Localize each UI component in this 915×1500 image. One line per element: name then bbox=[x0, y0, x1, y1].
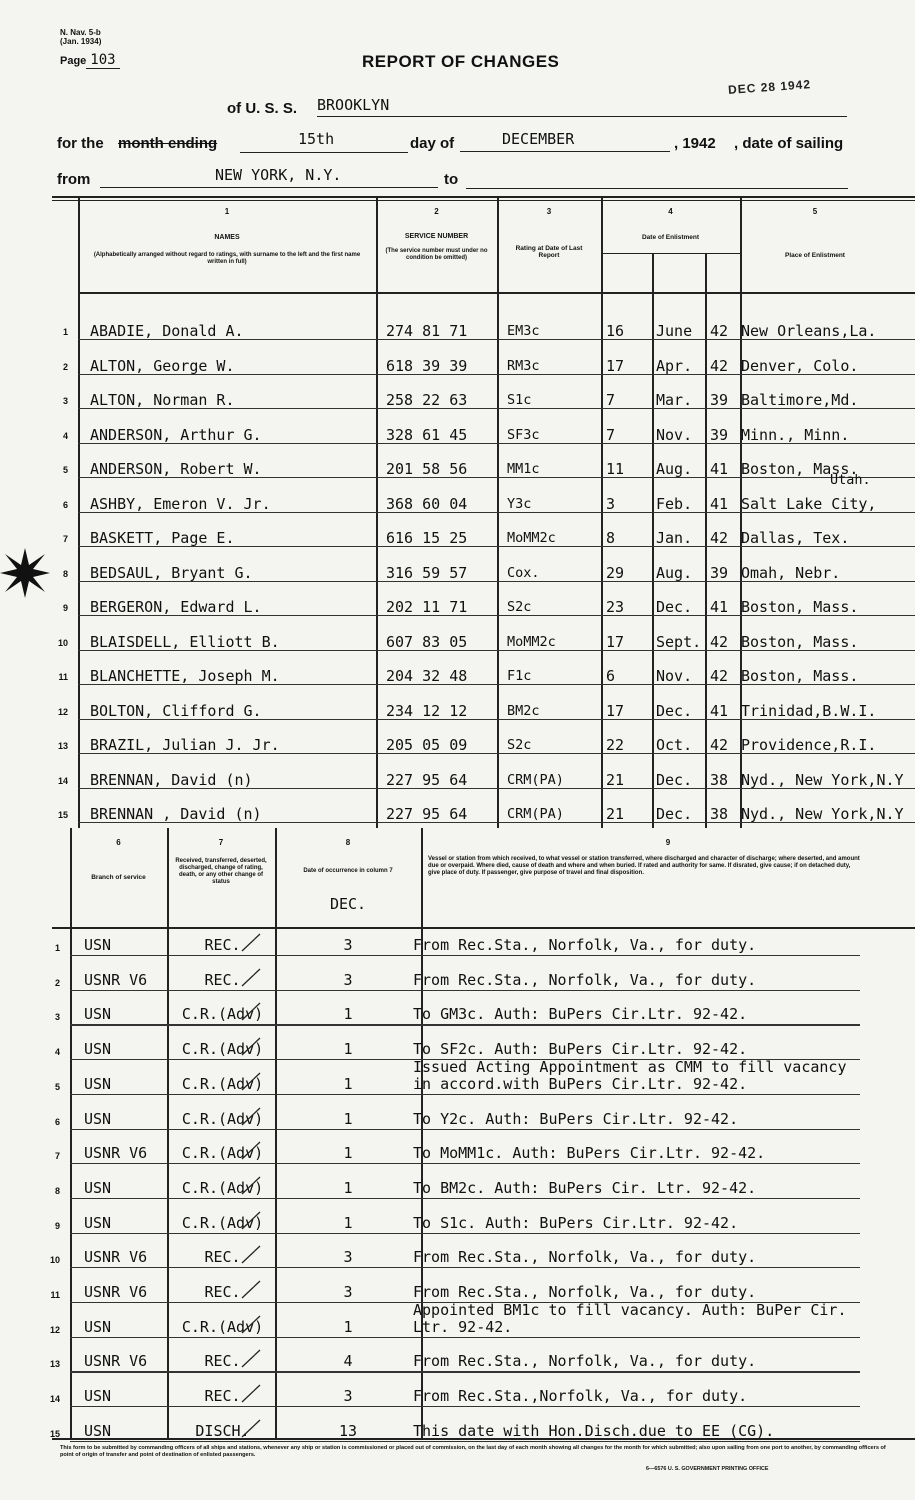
bottom-row-rule bbox=[70, 1371, 860, 1372]
bottom-row-remarks: To Y2c. Auth: BuPers Cir.Ltr. 92-42. bbox=[413, 1109, 739, 1128]
pen-check-icon bbox=[240, 1279, 262, 1301]
to-port bbox=[466, 166, 848, 189]
bottom-row-remarks: From Rec.Sta., Norfolk, Va., for duty. bbox=[413, 936, 757, 954]
bottom-row-date: 1 bbox=[343, 1040, 353, 1059]
top-row-month: Nov. bbox=[656, 667, 693, 685]
bottom-row-rule bbox=[70, 1163, 860, 1164]
top-row-place: Trinidad,B.W.I. bbox=[741, 701, 877, 720]
top-row-month: Feb. bbox=[656, 494, 693, 513]
bottom-row-n: 8 bbox=[54, 1185, 60, 1196]
bottom-row-date: 3 bbox=[343, 1248, 353, 1267]
status-change-header: Received, transferred, deserted, discharged, change of rating, death, or any other change of status bbox=[175, 858, 267, 885]
top-row-name: BEDSAUL, Bryant G. bbox=[90, 563, 253, 582]
bottom-row-date: 3 bbox=[343, 936, 353, 954]
top-row-month: Nov. bbox=[656, 425, 693, 444]
bottom-row-remarks: From Rec.Sta., Norfolk, Va., for duty. bbox=[413, 1283, 757, 1301]
bottom-row-status: C.R.(Adv) bbox=[181, 1144, 264, 1163]
bottom-row-remarks: This date with Hon.Disch.due to EE (CG). bbox=[413, 1421, 775, 1440]
top-row-month: Aug. bbox=[656, 563, 693, 582]
top-row-name: BASKETT, Page E. bbox=[90, 529, 235, 547]
top-row-year: 38 bbox=[710, 805, 729, 823]
top-row-year: 38 bbox=[710, 770, 729, 789]
bottom-row-branch: USN bbox=[84, 1178, 112, 1197]
bottom-row-rule bbox=[70, 1094, 860, 1095]
top-row-month: June bbox=[656, 322, 693, 340]
ink-burst-mark bbox=[0, 548, 50, 598]
top-row-year: 41 bbox=[710, 701, 729, 720]
bottom-row-remarks: To GM3c. Auth: BuPers Cir.Ltr. 92-42. bbox=[413, 1005, 748, 1024]
top-row-year: 39 bbox=[710, 425, 729, 444]
top-row-name: BRENNAN, David (n) bbox=[90, 770, 253, 789]
pen-check-icon bbox=[240, 1348, 262, 1370]
bottom-row-remarks-continued: in accord.with BuPers Cir.Ltr. 92-42. bbox=[413, 1074, 748, 1093]
bottom-row-branch: USNR V6 bbox=[84, 970, 148, 989]
top-row-place: Boston, Mass. bbox=[741, 598, 859, 616]
top-row-n: 2 bbox=[62, 361, 68, 372]
top-row-month: Dec. bbox=[656, 805, 693, 823]
bottom-row-status: C.R.(Adv) bbox=[181, 1213, 264, 1232]
report-day: 15th bbox=[298, 130, 335, 148]
pen-check-icon bbox=[240, 1071, 262, 1093]
top-row-place: Baltimore,Md. bbox=[741, 391, 859, 409]
received-stamp: DEC 28 1942 bbox=[727, 77, 812, 97]
ship-name: BROOKLYN bbox=[317, 96, 847, 117]
top-row-day: 29 bbox=[606, 563, 625, 582]
top-row-n: 5 bbox=[62, 465, 68, 475]
occurrence-date-header: Date of occurrence in column 7 bbox=[303, 868, 393, 874]
names-header: NAMES bbox=[214, 234, 240, 241]
top-row-rating: EM3c bbox=[507, 323, 540, 339]
to-label: to bbox=[444, 171, 459, 188]
pen-check-icon bbox=[240, 1314, 262, 1336]
bottom-row-rule bbox=[70, 1129, 860, 1130]
top-row-place: Boston, Mass. bbox=[741, 632, 859, 651]
for-label: for the bbox=[57, 135, 104, 152]
top-row-name: BRENNAN , David (n) bbox=[90, 805, 262, 823]
bottom-row-remarks: To MoMM1c. Auth: BuPers Cir.Ltr. 92-42. bbox=[413, 1144, 766, 1163]
top-row-rating: CRM(PA) bbox=[507, 806, 564, 822]
bottom-row-status: REC. bbox=[204, 1352, 241, 1371]
bottom-row-status: REC. bbox=[204, 1387, 241, 1406]
top-row-name: ALTON, George W. bbox=[90, 356, 235, 375]
bottom-row-status: C.R.(Adv) bbox=[181, 1109, 264, 1128]
top-row-rating: F1c bbox=[507, 668, 532, 684]
bottom-row-remarks-continued: Ltr. 92-42. bbox=[413, 1317, 513, 1336]
top-row-n: 15 bbox=[57, 810, 68, 820]
rating-header: Rating at Date of Last Report bbox=[515, 245, 583, 259]
top-row-service: 258 22 63 bbox=[386, 391, 468, 409]
top-row-year: 41 bbox=[710, 598, 729, 616]
top-row-service: 227 95 64 bbox=[386, 805, 468, 823]
bottom-row-branch: USNR V6 bbox=[84, 1283, 148, 1301]
service-number-header: SERVICE NUMBER bbox=[404, 233, 469, 240]
top-row-month: Mar. bbox=[656, 391, 693, 409]
top-row-n: 8 bbox=[62, 568, 68, 579]
top-row-name: ASHBY, Emeron V. Jr. bbox=[90, 494, 271, 513]
top-row-n: 3 bbox=[62, 396, 68, 406]
bottom-row-status: C.R.(Adv) bbox=[181, 1178, 264, 1197]
top-row-place: New Orleans,La. bbox=[741, 322, 877, 340]
page-number: 103 bbox=[86, 52, 119, 69]
pen-check-icon bbox=[240, 1001, 262, 1023]
top-row-day: 23 bbox=[606, 598, 625, 616]
top-row-day: 7 bbox=[606, 391, 616, 409]
month-ending-struck: month ending bbox=[118, 135, 218, 152]
top-row-place: Boston, Mass. bbox=[741, 667, 859, 685]
top-row-place: Dallas, Tex. bbox=[741, 529, 850, 547]
bottom-row-n: 2 bbox=[54, 977, 60, 988]
bottom-row-date: 3 bbox=[343, 1283, 353, 1301]
top-row-day: 17 bbox=[606, 632, 625, 651]
bottom-row-rule bbox=[70, 1267, 860, 1268]
bottom-row-remarks: To BM2c. Auth: BuPers Cir. Ltr. 92-42. bbox=[413, 1178, 757, 1197]
bottom-row-date: 13 bbox=[338, 1421, 358, 1440]
top-row-day: 3 bbox=[606, 494, 616, 513]
top-row-month: Apr. bbox=[656, 356, 693, 375]
bottom-row-date: 3 bbox=[343, 1387, 353, 1406]
top-row-service: 368 60 04 bbox=[386, 494, 468, 513]
top-row-service: 328 61 45 bbox=[386, 425, 468, 444]
top-row-day: 6 bbox=[606, 667, 616, 685]
top-row-service: 204 32 48 bbox=[386, 667, 468, 685]
top-row-n: 9 bbox=[62, 603, 68, 613]
footer-instructions: This form to be submitted by commanding officers of all ships and stations, whenever any ship or station is commissioned or placed out of commission, on the last day of each month showing all changes for the month for which submitted; also upon sailing from one port to another, by commanding officers of point of origin of transfer and point of destination of enlisted passengers. bbox=[60, 1445, 886, 1458]
top-row-month: Sept. bbox=[656, 632, 702, 651]
pen-check-icon bbox=[240, 1106, 262, 1128]
top-row-service: 234 12 12 bbox=[386, 701, 468, 720]
bottom-row-date: 1 bbox=[343, 1178, 353, 1197]
top-row-day: 17 bbox=[606, 701, 625, 720]
bottom-row-status: REC. bbox=[204, 970, 241, 989]
top-row-year: 39 bbox=[710, 563, 729, 582]
top-row-rating: S1c bbox=[507, 392, 532, 408]
top-row-n: 11 bbox=[58, 672, 68, 682]
top-row-n: 1 bbox=[62, 327, 68, 337]
top-row-n: 7 bbox=[62, 534, 68, 544]
bottom-row-branch: USN bbox=[84, 936, 112, 954]
top-row-service: 316 59 57 bbox=[386, 563, 468, 582]
bottom-row-rule bbox=[70, 1337, 860, 1338]
occurrence-month: DEC. bbox=[329, 895, 367, 913]
from-label: from bbox=[57, 171, 91, 188]
bottom-row-branch: USN bbox=[84, 1005, 112, 1024]
top-row-n: 6 bbox=[62, 499, 68, 510]
top-row-day: 21 bbox=[606, 805, 625, 823]
top-row-rating: MoMM2c bbox=[507, 633, 556, 650]
bottom-row-branch: USN bbox=[84, 1387, 112, 1406]
bottom-row-n: 3 bbox=[54, 1012, 60, 1023]
pen-check-icon bbox=[240, 1244, 262, 1266]
top-row-place: Nyd., New York,N.Y bbox=[741, 770, 904, 789]
pen-check-icon bbox=[240, 1383, 262, 1405]
top-row-n: 4 bbox=[62, 430, 68, 441]
bottom-row-date: 1 bbox=[343, 1074, 353, 1093]
pen-check-icon bbox=[240, 1140, 262, 1162]
bottom-row-status: REC. bbox=[204, 1248, 241, 1267]
top-row-year: 41 bbox=[710, 460, 729, 478]
bottom-row-date: 1 bbox=[343, 1005, 353, 1024]
top-row-place: Denver, Colo. bbox=[741, 356, 859, 375]
bottom-row-n: 11 bbox=[50, 1290, 60, 1300]
top-row-name: ABADIE, Donald A. bbox=[90, 322, 244, 340]
top-row-service: 607 83 05 bbox=[386, 632, 468, 651]
from-port: NEW YORK, N.Y. bbox=[100, 166, 438, 188]
page-title: REPORT OF CHANGES bbox=[362, 52, 560, 71]
bottom-row-n: 9 bbox=[54, 1220, 60, 1231]
top-row-rating: Y3c bbox=[507, 495, 532, 512]
bottom-row-n: 10 bbox=[49, 1255, 60, 1266]
top-row-service: 201 58 56 bbox=[386, 460, 468, 478]
bottom-row-branch: USN bbox=[84, 1109, 112, 1128]
bottom-row-status: C.R.(Adv) bbox=[181, 1005, 264, 1024]
remarks-header: Vessel or station from which received, to what vessel or station transferred, where discharged and character of discharge; where deserted, and amount due or overpaid. Where died, cause of death and where and when buried. If rated and authority for same. If disrated, give cause; if on detached duty, give place of duty. If passenger, give purpose of travel and final disposition. bbox=[428, 856, 860, 876]
top-row-day: 16 bbox=[606, 322, 625, 340]
top-row-service: 616 15 25 bbox=[386, 529, 468, 547]
pen-check-icon bbox=[240, 1418, 262, 1440]
top-row-n: 14 bbox=[57, 775, 68, 786]
bottom-row-branch: USNR V6 bbox=[84, 1144, 148, 1163]
date-of-sailing-label: , date of sailing bbox=[734, 135, 844, 152]
top-row-name: BOLTON, Clifford G. bbox=[90, 701, 262, 720]
bottom-row-branch: USN bbox=[84, 1074, 112, 1093]
bottom-row-status: REC. bbox=[204, 1283, 241, 1301]
top-row-month: Dec. bbox=[656, 770, 693, 789]
top-row-day: 21 bbox=[606, 770, 625, 789]
bottom-row-rule bbox=[70, 1198, 860, 1199]
top-row-rating: BM2c bbox=[507, 702, 540, 719]
bottom-row-status: C.R.(Adv) bbox=[181, 1074, 264, 1093]
top-row-month: Dec. bbox=[656, 701, 693, 720]
form-id: N. Nav. 5-b (Jan. 1934) bbox=[60, 28, 102, 46]
bottom-row-rule bbox=[70, 1233, 860, 1234]
top-row-month: Oct. bbox=[656, 736, 693, 754]
top-row-month: Aug. bbox=[656, 460, 693, 478]
bottom-row-rule bbox=[70, 1406, 860, 1407]
top-row-year: 42 bbox=[710, 322, 729, 340]
bottom-row-rule bbox=[70, 955, 860, 956]
utah-note: Utah. bbox=[830, 472, 871, 488]
bottom-row-n: 5 bbox=[54, 1081, 60, 1092]
pen-check-icon bbox=[240, 967, 262, 989]
top-row-rating: CRM(PA) bbox=[507, 771, 564, 788]
top-row-name: BRAZIL, Julian J. Jr. bbox=[90, 736, 280, 754]
bottom-row-branch: USNR V6 bbox=[84, 1248, 148, 1267]
bottom-row-date: 1 bbox=[343, 1317, 353, 1336]
bottom-row-date: 1 bbox=[343, 1109, 353, 1128]
report-year: , 1942 bbox=[674, 135, 716, 152]
top-row-month: Jan. bbox=[656, 529, 693, 547]
top-row-place: Boston, Mass. bbox=[741, 460, 859, 478]
top-row-place: Providence,R.I. bbox=[741, 736, 877, 754]
bottom-row-rule bbox=[70, 1024, 860, 1025]
bottom-row-status: REC. bbox=[204, 936, 241, 954]
bottom-row-branch: USN bbox=[84, 1040, 112, 1059]
bottom-row-n: 15 bbox=[49, 1428, 60, 1439]
bottom-row-n: 1 bbox=[54, 943, 60, 953]
bottom-row-n: 6 bbox=[54, 1116, 60, 1127]
bottom-row-n: 7 bbox=[54, 1151, 60, 1162]
top-row-rating: S2c bbox=[507, 599, 532, 615]
top-row-service: 227 95 64 bbox=[386, 770, 468, 789]
top-row-rating: Cox. bbox=[507, 564, 540, 581]
top-row-year: 42 bbox=[710, 736, 729, 754]
top-row-day: 17 bbox=[606, 356, 625, 375]
ship-line: of U. S. S. bbox=[227, 100, 298, 117]
top-row-day: 7 bbox=[606, 425, 616, 444]
top-row-n: 10 bbox=[57, 637, 68, 648]
top-row-name: BERGERON, Edward L. bbox=[90, 598, 262, 616]
top-row-service: 618 39 39 bbox=[386, 356, 468, 375]
bottom-row-remarks: Issued Acting Appointment as CMM to fill vacancy bbox=[413, 1057, 847, 1076]
bottom-row-remarks: To SF2c. Auth: BuPers Cir.Ltr. 92-42. bbox=[413, 1040, 748, 1059]
top-row-day: 11 bbox=[606, 460, 625, 478]
pen-check-icon bbox=[240, 1210, 262, 1232]
top-row-place: Salt Lake City, bbox=[741, 494, 877, 513]
pen-check-icon bbox=[240, 1175, 262, 1197]
bottom-row-status: DISCH. bbox=[195, 1421, 250, 1440]
top-row-rating: MoMM2c bbox=[507, 530, 556, 546]
printer-line: 6—6576 U. S. GOVERNMENT PRINTING OFFICE bbox=[646, 1466, 769, 1472]
top-row-day: 22 bbox=[606, 736, 625, 754]
bottom-row-remarks: From Rec.Sta., Norfolk, Va., for duty. bbox=[413, 1248, 757, 1267]
top-row-name: ANDERSON, Robert W. bbox=[90, 460, 262, 478]
report-month: DECEMBER bbox=[460, 130, 670, 152]
bottom-row-n: 13 bbox=[49, 1359, 60, 1370]
day-of-label: day of bbox=[410, 135, 455, 152]
bottom-row-remarks: From Rec.Sta., Norfolk, Va., for duty. bbox=[413, 1352, 757, 1371]
top-row-name: BLAISDELL, Elliott B. bbox=[90, 632, 280, 651]
top-row-year: 42 bbox=[710, 667, 729, 685]
top-row-year: 42 bbox=[710, 529, 729, 547]
page-number-block: Page 103 bbox=[60, 52, 120, 68]
bottom-row-date: 1 bbox=[343, 1144, 353, 1163]
top-row-month: Dec. bbox=[656, 598, 693, 616]
bottom-row-branch: USN bbox=[84, 1421, 112, 1440]
bottom-row-rule bbox=[70, 1441, 860, 1442]
pen-check-icon bbox=[240, 1036, 262, 1058]
bottom-row-date: 3 bbox=[343, 970, 353, 989]
bottom-row-remarks: Appointed BM1c to fill vacancy. Auth: BuPer Cir. bbox=[413, 1300, 847, 1319]
bottom-row-branch: USN bbox=[84, 1317, 112, 1336]
top-row-name: ALTON, Norman R. bbox=[90, 391, 235, 409]
bottom-row-branch: USN bbox=[84, 1213, 112, 1232]
enlistment-date-header: Date of Enlistment bbox=[641, 234, 700, 241]
top-row-year: 39 bbox=[710, 391, 729, 409]
top-row-name: ANDERSON, Arthur G. bbox=[90, 425, 262, 444]
top-row-place: Minn., Minn. bbox=[741, 425, 850, 444]
top-row-year: 41 bbox=[710, 494, 729, 513]
top-row-name: BLANCHETTE, Joseph M. bbox=[90, 667, 280, 685]
bottom-row-date: 4 bbox=[343, 1352, 353, 1371]
top-row-service: 205 05 09 bbox=[386, 736, 468, 754]
top-row-service: 202 11 71 bbox=[386, 598, 468, 616]
bottom-row-remarks: From Rec.Sta.,Norfolk, Va., for duty. bbox=[413, 1387, 748, 1406]
top-row-rating: RM3c bbox=[507, 357, 540, 374]
enlistment-place-header: Place of Enlistment bbox=[785, 252, 845, 259]
bottom-row-branch: USNR V6 bbox=[84, 1352, 148, 1371]
top-row-rating: S2c bbox=[507, 737, 532, 753]
top-row-place: Omah, Nebr. bbox=[741, 563, 841, 582]
top-row-n: 12 bbox=[57, 706, 68, 717]
bottom-row-status: C.R.(Adv) bbox=[181, 1040, 264, 1059]
bottom-row-rule bbox=[70, 990, 860, 991]
top-row-n: 13 bbox=[57, 741, 68, 751]
top-row-year: 42 bbox=[710, 356, 729, 375]
top-row-place: Nyd., New York,N.Y bbox=[741, 805, 904, 823]
bottom-row-status: C.R.(Adv) bbox=[181, 1317, 264, 1336]
branch-header: Branch of service bbox=[91, 874, 146, 881]
bottom-row-n: 14 bbox=[49, 1394, 60, 1405]
top-row-rating: MM1c bbox=[507, 461, 540, 477]
bottom-row-n: 4 bbox=[54, 1047, 60, 1058]
bottom-row-date: 1 bbox=[343, 1213, 353, 1232]
top-row-service: 274 81 71 bbox=[386, 322, 468, 340]
top-row-year: 42 bbox=[710, 632, 729, 651]
pen-check-icon bbox=[240, 932, 262, 954]
top-row-day: 8 bbox=[606, 529, 616, 547]
bottom-row-n: 12 bbox=[49, 1324, 60, 1335]
top-row-rating: SF3c bbox=[507, 426, 540, 443]
bottom-row-remarks: From Rec.Sta., Norfolk, Va., for duty. bbox=[413, 970, 757, 989]
bottom-row-remarks: To S1c. Auth: BuPers Cir.Ltr. 92-42. bbox=[413, 1213, 739, 1232]
